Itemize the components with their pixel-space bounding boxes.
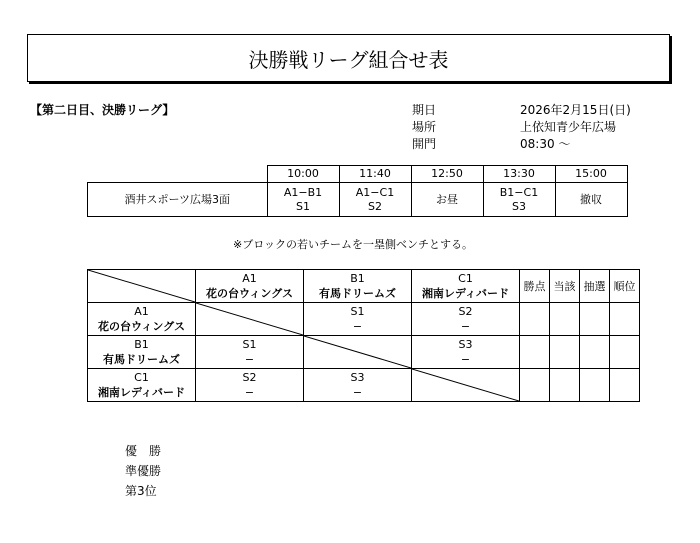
team-name: 花の台ウィングス [97, 320, 185, 333]
stat-cell [580, 303, 610, 336]
stat-cell [520, 336, 550, 369]
team-seed: A1 [134, 305, 149, 318]
match-cell [412, 303, 520, 336]
league-table [87, 269, 640, 402]
match-code: S3 [458, 338, 473, 351]
info-value-gate: 08:30 ～ [520, 137, 571, 151]
match-cell [412, 336, 520, 369]
day-label: 【第二日目、決勝リーグ】 [30, 103, 175, 117]
row-team [88, 303, 196, 336]
match-cell [196, 336, 304, 369]
row-team [88, 369, 196, 402]
stat-cell [580, 369, 610, 402]
team-seed: A1 [242, 272, 257, 285]
slot-match: A1−B1 [283, 185, 323, 199]
result-runner-up: 準優勝 [125, 464, 162, 478]
match-code: S1 [350, 305, 365, 318]
team-header [412, 270, 520, 303]
team-seed: C1 [134, 371, 149, 384]
slot-code: S3 [512, 199, 526, 213]
match-cell [304, 369, 412, 402]
time-cell: 15:00 [555, 166, 627, 183]
result-winner: 優 勝 [125, 444, 162, 458]
match-score: − [244, 353, 255, 366]
info-label-place: 場所 [412, 120, 437, 134]
stat-cell [550, 336, 580, 369]
schedule-table [87, 165, 628, 217]
slot-match: 撤収 [580, 192, 602, 206]
team-name: 湘南レディバード [97, 386, 186, 399]
corner-cell [88, 270, 196, 303]
slot-match: お昼 [436, 192, 458, 206]
stat-header: 当該 [550, 270, 580, 303]
match-score: − [352, 386, 363, 399]
stat-cell [610, 336, 640, 369]
team-seed: B1 [134, 338, 149, 351]
match-score: − [460, 353, 471, 366]
match-code: S1 [242, 338, 257, 351]
slot-cell [411, 183, 483, 217]
slot-cell [267, 183, 339, 217]
time-cell: 10:00 [267, 166, 339, 183]
note-text: ※ブロックの若いチームを一塁側ベンチとする。 [233, 238, 473, 251]
row-team [88, 336, 196, 369]
team-name: 花の台ウィングス [205, 287, 293, 300]
match-code: S2 [242, 371, 257, 384]
match-score: − [352, 320, 363, 333]
slot-cell [483, 183, 555, 217]
team-seed: C1 [458, 272, 473, 285]
team-header [304, 270, 412, 303]
results-list [125, 442, 161, 502]
stat-header: 抽選 [580, 270, 610, 303]
stat-cell [550, 369, 580, 402]
info-value-date: 2026年2月15日(日) [520, 103, 631, 117]
slot-match: A1−C1 [355, 185, 395, 199]
self-match-cell [304, 336, 412, 369]
venue-cell: 酒井スポーツ広場3面 [88, 183, 268, 217]
time-cell: 12:50 [411, 166, 483, 183]
stat-cell [580, 336, 610, 369]
stat-cell [520, 369, 550, 402]
result-third: 第3位 [125, 484, 157, 498]
info-label-gate: 開門 [412, 137, 437, 151]
team-name: 湘南レディバード [421, 287, 510, 300]
info-value-place: 上依知青少年広場 [520, 120, 617, 134]
slot-code: S1 [296, 199, 310, 213]
stat-cell [520, 303, 550, 336]
slot-code: S2 [368, 199, 382, 213]
slot-cell [555, 183, 627, 217]
info-label-date: 期日 [412, 103, 437, 117]
team-name: 有馬ドリームズ [103, 353, 180, 366]
time-cell: 13:30 [483, 166, 555, 183]
team-header [196, 270, 304, 303]
stat-cell [610, 303, 640, 336]
match-code: S3 [350, 371, 365, 384]
stat-header: 勝点 [520, 270, 550, 303]
self-match-cell [412, 369, 520, 402]
match-score: − [244, 386, 255, 399]
team-seed: B1 [350, 272, 365, 285]
stat-header: 順位 [610, 270, 640, 303]
match-code: S2 [458, 305, 473, 318]
slot-match: B1−C1 [499, 185, 539, 199]
slot-cell [339, 183, 411, 217]
stat-cell [550, 303, 580, 336]
match-score: − [460, 320, 471, 333]
team-name: 有馬ドリームズ [319, 287, 396, 300]
match-cell [196, 369, 304, 402]
stat-cell [610, 369, 640, 402]
match-cell [304, 303, 412, 336]
page-title: 決勝戦リーグ組合せ表 [27, 34, 670, 82]
time-cell: 11:40 [339, 166, 411, 183]
self-match-cell [196, 303, 304, 336]
